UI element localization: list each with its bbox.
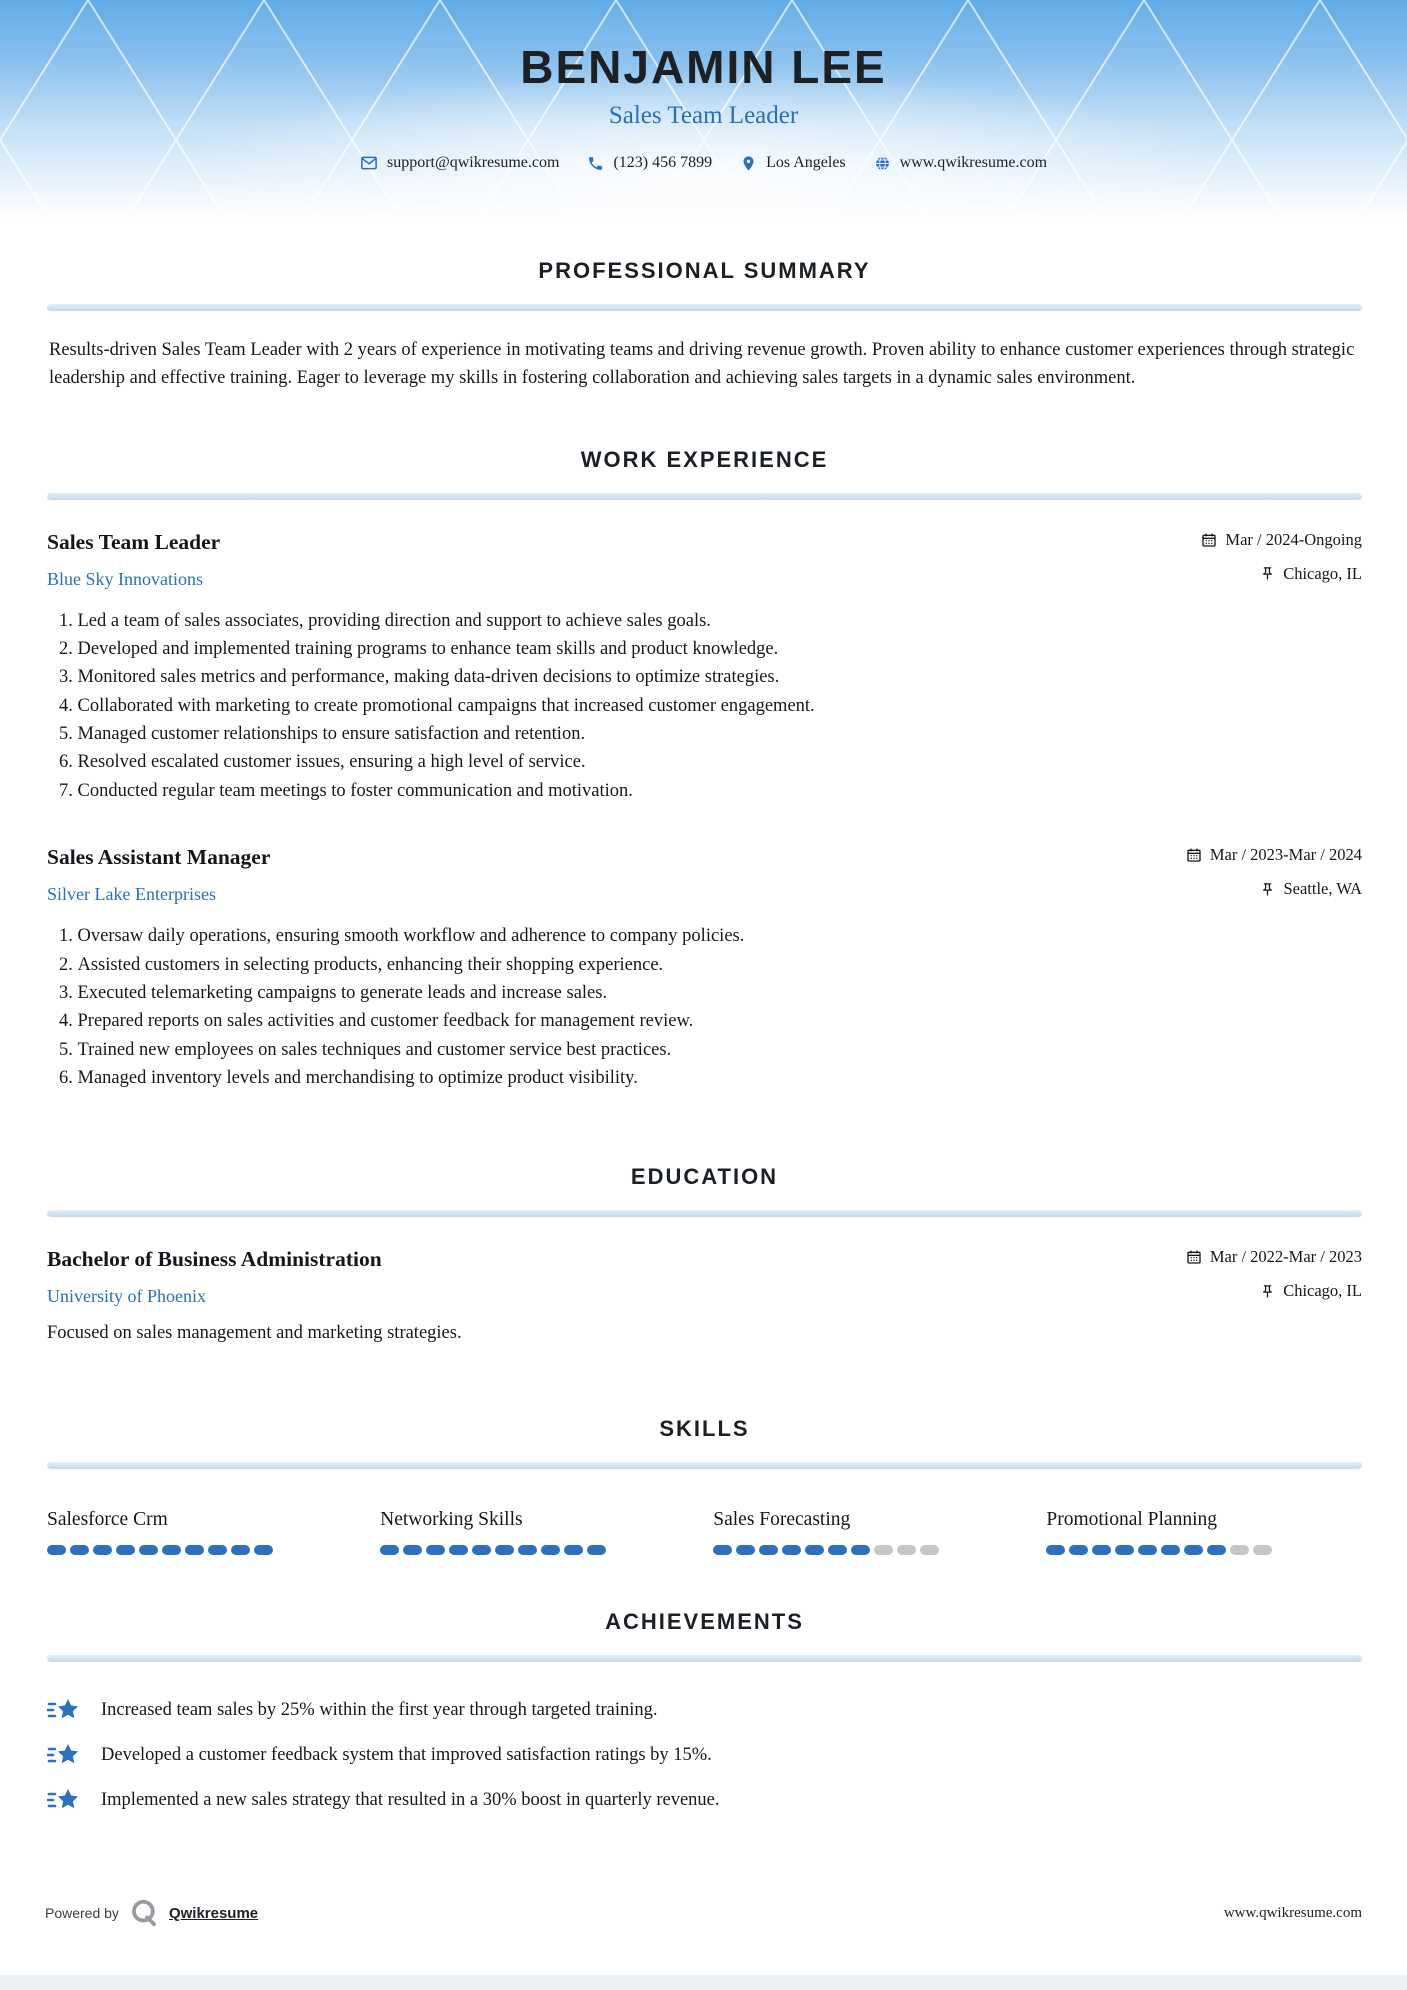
- skill-segment: [116, 1545, 135, 1555]
- skill-segment: [139, 1545, 158, 1555]
- section-divider: [47, 1655, 1362, 1662]
- contact-email[interactable]: [360, 154, 559, 172]
- skill-segment: [541, 1545, 560, 1555]
- globe-icon: [874, 155, 891, 172]
- job-bullet-list: [47, 923, 1362, 1092]
- skill-segment: [1115, 1545, 1134, 1555]
- skill-item: [47, 1509, 363, 1555]
- contact-website-text: www.qwikresume.com: [899, 154, 1048, 171]
- skill-segment: [828, 1545, 847, 1555]
- skill-segment: [782, 1545, 801, 1555]
- pushpin-icon: [1260, 566, 1275, 581]
- achievements-heading: ACHIEVEMENTS: [605, 1609, 804, 1635]
- qwikresume-logo: [129, 1898, 159, 1928]
- job-bullet: 6. Managed inventory levels and merchandising to optimize product visibility.: [59, 1065, 1362, 1092]
- skill-segment: [495, 1545, 514, 1555]
- skill-segment: [1069, 1545, 1088, 1555]
- job-dates: Mar / 2023-Mar / 2024: [1186, 845, 1362, 865]
- job-bullet: 7. Conducted regular team meetings to foster communication and motivation.: [59, 778, 1362, 805]
- contact-row: [0, 154, 1407, 172]
- calendar-icon: [1186, 1249, 1202, 1265]
- skill-segment: [874, 1545, 893, 1555]
- job-bullet: 5. Trained new employees on sales techniques and customer service best practices.: [59, 1037, 1362, 1064]
- skill-item: [380, 1509, 696, 1555]
- job-location: Chicago, IL: [1201, 564, 1362, 584]
- education-heading: EDUCATION: [630, 1164, 779, 1190]
- skill-segment: [736, 1545, 755, 1555]
- job-bullet: 3. Monitored sales metrics and performance, making data-driven decisions to optimize strategies.: [59, 664, 1362, 691]
- skill-item: [713, 1509, 1029, 1555]
- skill-segment: [1207, 1545, 1226, 1555]
- education-location: Chicago, IL: [1186, 1281, 1362, 1301]
- powered-by: [45, 1898, 258, 1928]
- calendar-icon: [1201, 532, 1217, 548]
- section-divider: [47, 304, 1362, 311]
- phone-icon: [587, 155, 604, 172]
- job-location: Seattle, WA: [1186, 879, 1362, 899]
- skill-segment: [564, 1545, 583, 1555]
- skill-label: Salesforce Crm: [47, 1509, 168, 1531]
- job-bullet: 4. Collaborated with marketing to create promotional campaigns that increased customer engagement.: [59, 693, 1362, 720]
- star-badge-icon: [47, 1786, 81, 1815]
- skill-segment: [70, 1545, 89, 1555]
- achievements-list: [47, 1696, 1362, 1815]
- skill-segment: [380, 1545, 399, 1555]
- work-entry: [47, 845, 1362, 1092]
- work-entry: [47, 530, 1362, 806]
- summary-heading: PROFESSIONAL SUMMARY: [538, 258, 871, 283]
- skill-segment: [208, 1545, 227, 1555]
- job-bullet: 2. Assisted customers in selecting products, enhancing their shopping experience.: [59, 952, 1362, 979]
- skill-segment: [1184, 1545, 1203, 1555]
- job-bullet-list: [47, 608, 1362, 806]
- achievement-item: [47, 1696, 1362, 1725]
- job-title: Sales Team Leader: [47, 529, 221, 554]
- skill-segment: [1253, 1545, 1272, 1555]
- contact-phone-text: (123) 456 7899: [613, 154, 713, 171]
- skill-segment: [897, 1545, 916, 1555]
- skill-segment: [1230, 1545, 1249, 1555]
- section-divider: [47, 493, 1362, 500]
- job-title: Sales Assistant Manager: [47, 845, 271, 870]
- skill-level-bar: [713, 1545, 1029, 1555]
- education-description: Focused on sales management and marketing strategies.: [47, 1323, 462, 1344]
- job-dates: Mar / 2024-Ongoing: [1201, 530, 1362, 550]
- job-bullet: 4. Prepared reports on sales activities and customer feedback for management review.: [59, 1008, 1362, 1035]
- skill-label: Networking Skills: [380, 1509, 523, 1531]
- education-entry: [47, 1247, 1362, 1344]
- job-bullet: 3. Executed telemarketing campaigns to generate leads and increase sales.: [59, 980, 1362, 1007]
- skill-segment: [759, 1545, 778, 1555]
- achievement-text: Implemented a new sales strategy that resulted in a 30% boost in quarterly revenue.: [101, 1790, 720, 1811]
- skill-segment: [587, 1545, 606, 1555]
- degree-title: Bachelor of Business Administration: [47, 1247, 382, 1272]
- company-link[interactable]: Blue Sky Innovations: [47, 568, 203, 589]
- candidate-job-title: Sales Team Leader: [608, 102, 799, 129]
- skill-segment: [185, 1545, 204, 1555]
- skill-segment: [47, 1545, 66, 1555]
- job-bullet: 2. Developed and implemented training programs to enhance team skills and product knowledge.: [59, 636, 1362, 663]
- achievement-text: Increased team sales by 25% within the first year through targeted training.: [101, 1700, 658, 1721]
- school-link[interactable]: University of Phoenix: [47, 1286, 206, 1307]
- skill-label: Sales Forecasting: [713, 1509, 851, 1531]
- skill-segment: [1161, 1545, 1180, 1555]
- skill-segment: [449, 1545, 468, 1555]
- skill-segment: [920, 1545, 939, 1555]
- skill-segment: [713, 1545, 732, 1555]
- contact-email-text: support@qwikresume.com: [386, 154, 560, 171]
- job-bullet: 5. Managed customer relationships to ensure satisfaction and retention.: [59, 721, 1362, 748]
- contact-phone[interactable]: [587, 154, 712, 172]
- skill-item: [1046, 1509, 1362, 1555]
- contact-website[interactable]: [874, 154, 1047, 172]
- skill-segment: [93, 1545, 112, 1555]
- star-badge-icon: [47, 1741, 81, 1770]
- powered-by-label: Powered by: [45, 1905, 119, 1921]
- candidate-name: BENJAMIN LEE: [520, 41, 887, 93]
- skill-segment: [851, 1545, 870, 1555]
- skill-level-bar: [1046, 1545, 1362, 1555]
- pushpin-icon: [1260, 882, 1275, 897]
- star-badge-icon: [47, 1696, 81, 1725]
- calendar-icon: [1186, 847, 1202, 863]
- achievement-item: [47, 1786, 1362, 1815]
- skill-segment: [231, 1545, 250, 1555]
- email-icon: [360, 154, 378, 172]
- skills-grid: [47, 1509, 1362, 1555]
- work-heading: WORK EXPERIENCE: [580, 446, 829, 472]
- skill-segment: [472, 1545, 491, 1555]
- resume-header: [0, 0, 1407, 222]
- skill-segment: [1046, 1545, 1065, 1555]
- contact-location-text: Los Angeles: [766, 154, 846, 171]
- contact-location[interactable]: [740, 154, 846, 172]
- summary-text: Results-driven Sales Team Leader with 2 years of experience in motivating teams and driving revenue growth. Proven ability to enhance customer experiences through strategic leadership and effective training. Eager to leverage my skills in fostering collaboration and achieving sales targets in a dynamic sales environment.: [49, 340, 1355, 388]
- skill-label: Promotional Planning: [1046, 1509, 1217, 1531]
- section-divider: [47, 1210, 1362, 1217]
- job-bullet: 6. Resolved escalated customer issues, ensuring a high level of service.: [59, 749, 1362, 776]
- job-bullet: 1. Oversaw daily operations, ensuring smooth workflow and adherence to company policies.: [59, 923, 1362, 950]
- skill-segment: [1092, 1545, 1111, 1555]
- achievement-text: Developed a customer feedback system that improved satisfaction ratings by 15%.: [101, 1745, 712, 1766]
- skill-segment: [1138, 1545, 1157, 1555]
- skill-level-bar: [47, 1545, 363, 1555]
- skill-segment: [426, 1545, 445, 1555]
- map-pin-icon: [740, 155, 757, 172]
- section-divider: [47, 1462, 1362, 1469]
- skill-level-bar: [380, 1545, 696, 1555]
- skill-segment: [162, 1545, 181, 1555]
- skill-segment: [403, 1545, 422, 1555]
- skill-segment: [254, 1545, 273, 1555]
- skills-heading: SKILLS: [659, 1416, 750, 1442]
- footer-website-link[interactable]: www.qwikresume.com: [1223, 1904, 1362, 1921]
- education-dates: Mar / 2022-Mar / 2023: [1186, 1247, 1362, 1267]
- skill-segment: [805, 1545, 824, 1555]
- qwikresume-brand-link[interactable]: Qwikresume: [168, 1904, 259, 1922]
- pushpin-icon: [1260, 1284, 1275, 1299]
- skill-segment: [518, 1545, 537, 1555]
- page-footer: [45, 1898, 1362, 1928]
- company-link[interactable]: Silver Lake Enterprises: [47, 884, 216, 905]
- bottom-strip: [0, 1975, 1407, 1990]
- achievement-item: [47, 1741, 1362, 1770]
- resume-body: [0, 258, 1407, 1815]
- job-bullet: 1. Led a team of sales associates, providing direction and support to achieve sales goals.: [59, 608, 1362, 635]
